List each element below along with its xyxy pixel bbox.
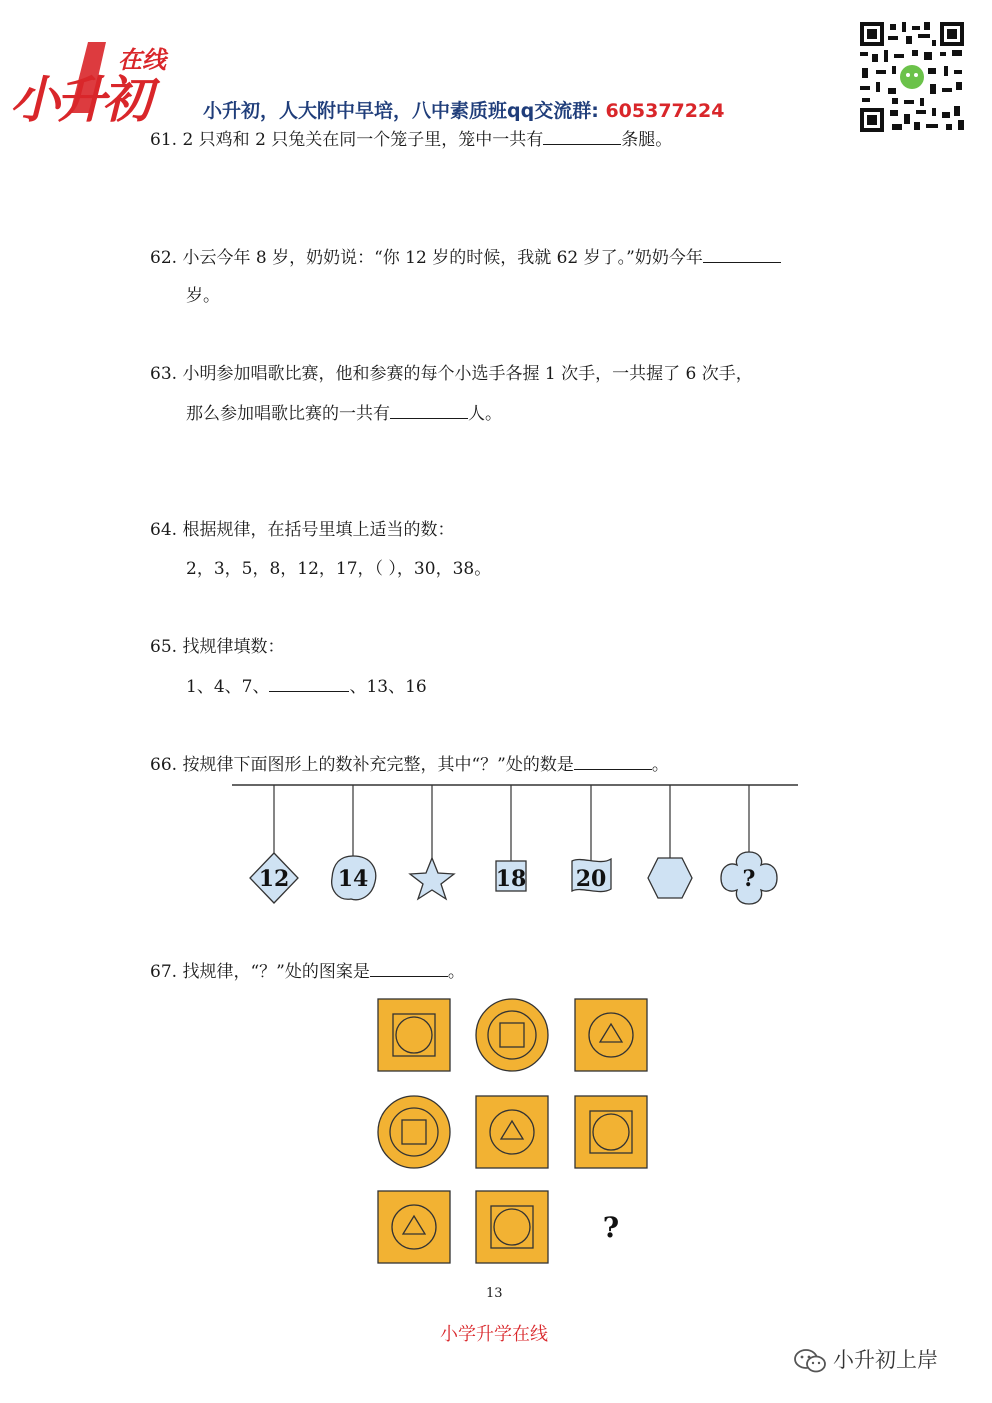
pattern-cell-r1c3 [575,999,647,1071]
pattern-cell-r3c2 [476,1191,548,1263]
question-62 [150,246,781,269]
pattern-cell-r2c1 [378,1096,450,1168]
question-number: 64. [150,520,178,540]
shape-label-4: 18 [495,866,527,892]
answer-blank[interactable] [543,128,621,145]
header-separator: : [591,100,599,122]
figure-66-hanging-shapes [230,778,800,913]
question-text: 根据规律，在括号里填上适当的数： [182,520,455,540]
question-number: 66. [150,755,178,775]
question-number: 61. [150,130,178,150]
question-number: 63. [150,364,178,384]
answer-blank[interactable] [390,402,468,419]
question-66 [150,753,669,776]
question-61 [150,128,672,151]
shape-label-1: 12 [258,866,290,892]
question-text: 按规律下面图形上的数补充完整，其中“？”处的数是 [182,755,574,775]
sequence-end: 、13、16 [349,677,427,697]
question-62-line2: 岁。 [186,286,220,306]
question-63-line2 [186,402,502,425]
question-suffix: 人。 [468,404,502,424]
hexagon-icon [648,858,692,898]
question-suffix: 条腿。 [621,130,673,150]
sequence-start: 1、4、7、 [186,677,270,697]
answer-blank[interactable] [269,675,349,692]
pattern-cell-r2c2 [476,1096,548,1168]
shape-label-7: ? [742,866,756,892]
shape-label-2: 14 [337,866,369,892]
shape-label-5: 20 [575,866,607,892]
question-suffix: 。 [447,962,465,982]
pattern-cell-r3c3-question: ? [602,1211,620,1244]
qq-number: 605377224 [605,100,725,122]
question-67 [150,960,465,983]
question-text: 小明参加唱歌比赛，他和参赛的每个小选手各握 1 次手，一共握了 6 次手， [182,364,753,384]
question-suffix: 。 [651,755,669,775]
question-text: 找规律填数： [182,637,285,657]
question-64-sequence: 2，3，5，8，12，17，（ ），30，38。 [186,559,492,579]
page-number: 13 [486,1286,503,1301]
wechat-account-name: 小升初上岸 [833,1348,938,1372]
question-65-sequence [186,675,427,698]
question-text: 2 只鸡和 2 只兔关在同一个笼子里，笼中一共有 [182,130,544,150]
pattern-cell-r3c1 [378,1191,450,1263]
question-number: 67. [150,962,178,982]
wechat-icon [793,1347,827,1375]
question-text: 那么参加唱歌比赛的一共有 [186,404,390,424]
pattern-cell-r1c1 [378,999,450,1071]
wechat-watermark [793,1344,938,1375]
qr-code-icon [858,20,966,134]
logo-main-text: 小升初 [10,71,148,129]
figure-67-pattern-grid [376,997,651,1265]
answer-blank[interactable] [370,960,448,977]
footer-site-name: 小学升学在线 [440,1324,548,1345]
question-text: 小云今年 8 岁，奶奶说：“你 12 岁的时候，我就 62 岁了。”奶奶今年 [182,248,703,268]
header-title [203,96,724,123]
question-65 [150,636,284,658]
logo [10,38,175,129]
question-63 [150,363,753,385]
answer-blank[interactable] [703,246,781,263]
question-number: 62. [150,248,178,268]
pattern-cell-r2c3 [575,1096,647,1168]
answer-blank[interactable] [574,753,652,770]
question-text: 找规律，“？”处的图案是 [182,962,370,982]
question-64 [150,519,454,541]
header-title-text: 小升初，人大附中早培，八中素质班qq交流群 [203,100,592,122]
pattern-cell-r1c2 [476,999,548,1071]
question-number: 65. [150,637,178,657]
star-icon [410,858,454,899]
logo-sub-text: 在线 [118,46,166,74]
